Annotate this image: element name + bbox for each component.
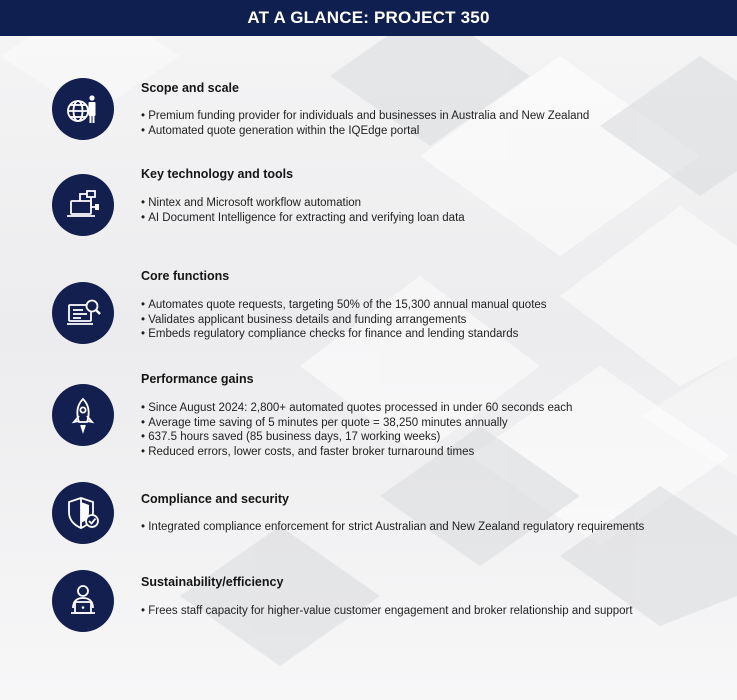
section-title: Scope and scale	[141, 81, 239, 95]
bullet-list	[141, 196, 465, 225]
section-title: Sustainability/efficiency	[141, 575, 284, 589]
bullet-list	[141, 109, 589, 138]
document-search-icon	[52, 282, 114, 344]
bullet-item: • Frees staff capacity for higher-value customer engagement and broker relationship and support	[141, 604, 633, 619]
section-title: Key technology and tools	[141, 167, 294, 181]
bullet-item: • Automates quote requests, targeting 50% of the 15,300 annual manual quotes	[141, 298, 547, 313]
page-title: AT A GLANCE: PROJECT 350	[247, 8, 490, 27]
section-title: Performance gains	[141, 372, 254, 386]
content-area	[0, 36, 737, 700]
rocket-icon	[52, 384, 114, 446]
section-title: Core functions	[141, 269, 230, 283]
bullet-item: • Validates applicant business details and funding arrangements	[141, 313, 547, 328]
bullet-list	[141, 604, 633, 619]
bullet-list	[141, 298, 547, 342]
shield-check-icon	[52, 482, 114, 544]
bullet-item: • AI Document Intelligence for extracting and verifying loan data	[141, 211, 465, 226]
person-laptop-icon	[52, 570, 114, 632]
globe-person-icon	[52, 78, 114, 140]
bullet-item: • Premium funding provider for individuals and businesses in Australia and New Zealand	[141, 109, 589, 124]
section-title: Compliance and security	[141, 492, 289, 506]
bullet-item: • Average time saving of 5 minutes per quote = 38,250 minutes annually	[141, 416, 572, 431]
bullet-item: • Since August 2024: 2,800+ automated quotes processed in under 60 seconds each	[141, 401, 572, 416]
bullet-item: • 637.5 hours saved (85 business days, 17 working weeks)	[141, 430, 572, 445]
bullet-item: • Automated quote generation within the IQEdge portal	[141, 124, 589, 139]
bullet-item: • Integrated compliance enforcement for strict Australian and New Zealand regulatory requirements	[141, 520, 644, 535]
bullet-list	[141, 520, 644, 535]
bullet-list	[141, 401, 572, 459]
bullet-item: • Reduced errors, lower costs, and faster broker turnaround times	[141, 445, 572, 460]
bullet-item: • Embeds regulatory compliance checks for finance and lending standards	[141, 327, 547, 342]
laptop-workflow-icon	[52, 174, 114, 236]
bullet-item: • Nintex and Microsoft workflow automation	[141, 196, 465, 211]
header-banner	[0, 0, 737, 36]
